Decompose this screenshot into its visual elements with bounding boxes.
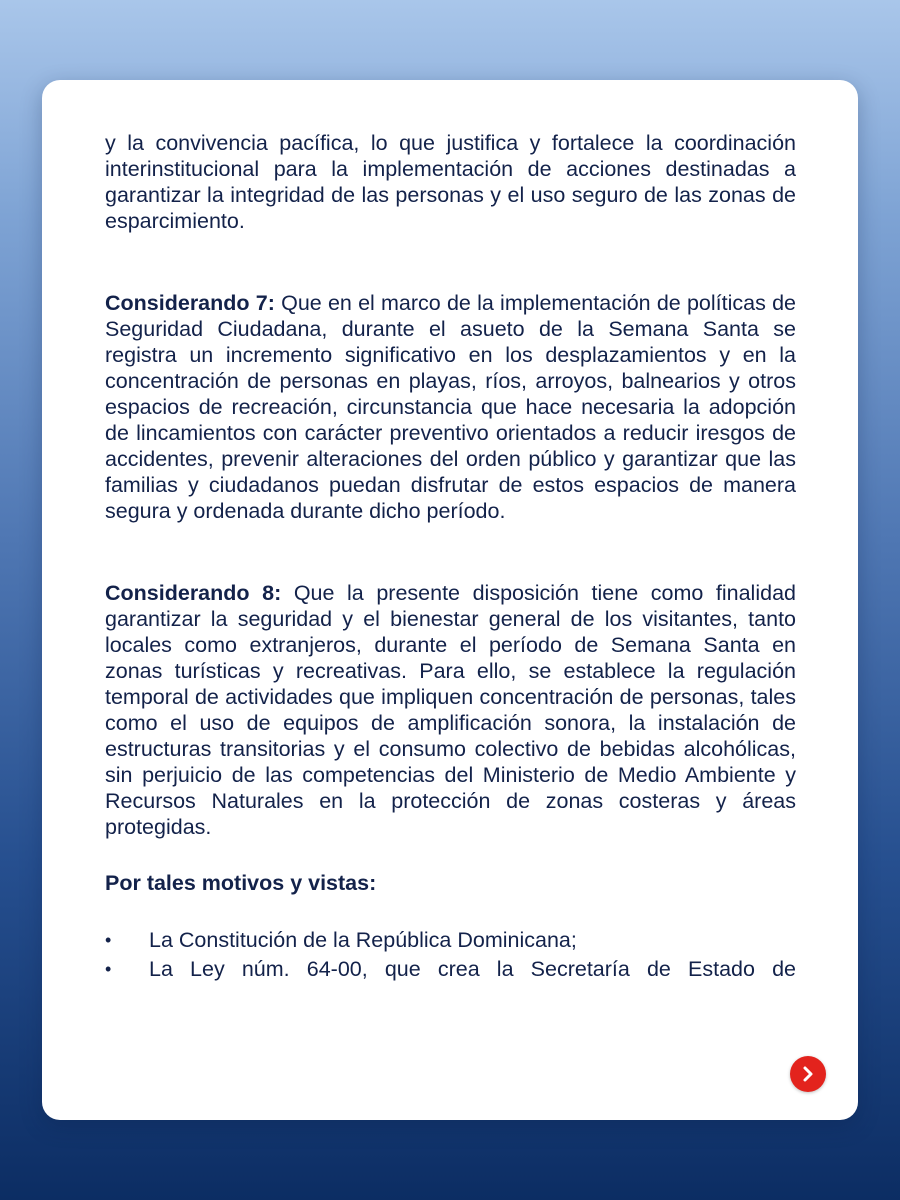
considerando-7 bbox=[105, 290, 796, 524]
list-item bbox=[105, 926, 796, 955]
considerando-8 bbox=[105, 580, 796, 840]
list-item bbox=[105, 955, 796, 984]
bullet-icon: • bbox=[105, 930, 112, 950]
next-page-button[interactable] bbox=[790, 1056, 826, 1092]
bullet-list bbox=[105, 926, 796, 984]
bullet-icon: • bbox=[105, 959, 112, 979]
document-card bbox=[42, 80, 858, 1120]
considerando-7-text: Que en el marco de la implementación de políticas de Seguridad Ciudadana, durante el asueto de la Semana Santa se registra un incremento significativo en los desplazamientos y en la concentración de personas en playas, ríos, arroyos, balnearios y otros espacios de recreación, circunstancia que hace necesaria la adopción de lincamientos con carácter preventivo orientados a reducir iresgos de accidentes, prevenir alteraciones del orden público y garantizar que las familias y ciudadanos puedan disfrutar de estos espacios de manera segura y ordenada durante dicho período. bbox=[105, 291, 796, 523]
chevron-right-icon bbox=[798, 1064, 818, 1084]
considerando-8-text: Que la presente disposición tiene como finalidad garantizar la seguridad y el bienestar general de los visitantes, tanto locales como extranjeros, durante el período de Semana Santa en zonas turísticas y recreativas. Para ello, se establece la regulación temporal de actividades que impliquen concentración de personas, tales como el uso de equipos de amplificación sonora, la instalación de estructuras transitorias y el consumo colectivo de bebidas alcohólicas, sin perjuicio de las competencias del Ministerio de Medio Ambiente y Recursos Naturales en la protección de zonas costeras y áreas protegidas. bbox=[105, 581, 796, 839]
list-item-text: La Constitución de la República Dominicana; bbox=[149, 928, 577, 952]
paragraph-intro: y la convivencia pacífica, lo que justifica y fortalece la coordinación interinstitucional para la implementación de acciones destinadas a garantizar la integridad de las personas y el uso seguro de las zonas de esparcimiento. bbox=[105, 131, 796, 233]
document-content bbox=[105, 130, 796, 984]
section-heading: Por tales motivos y vistas: bbox=[105, 871, 377, 895]
considerando-8-label: Considerando 8: bbox=[105, 581, 282, 605]
considerando-7-label: Considerando 7: bbox=[105, 291, 275, 315]
list-item-text: La Ley núm. 64-00, que crea la Secretaría de Estado de bbox=[149, 957, 796, 981]
